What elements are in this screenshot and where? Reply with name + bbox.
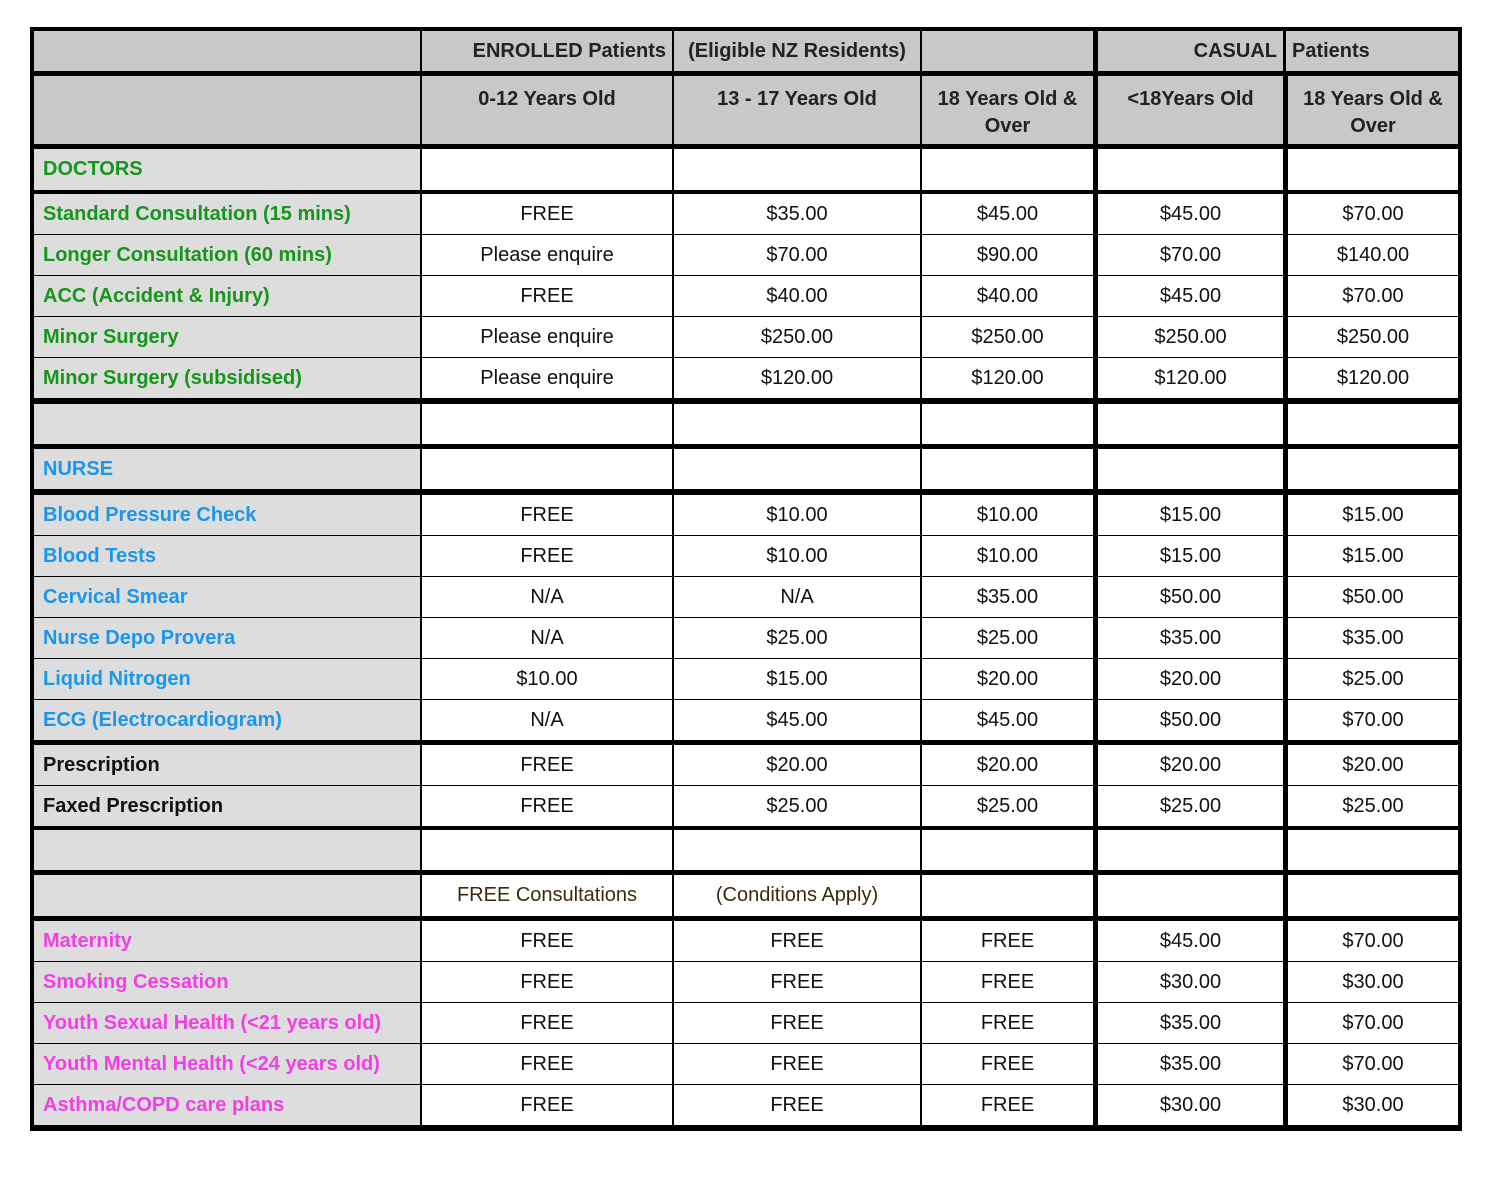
empty-cell (1098, 449, 1283, 489)
price-cell: FREE (422, 1044, 672, 1084)
price-cell: FREE (674, 1003, 920, 1043)
row-label: Faxed Prescription (34, 786, 420, 826)
price-cell: $250.00 (922, 317, 1093, 357)
price-cell: $120.00 (1288, 358, 1458, 398)
price-cell: FREE (922, 962, 1093, 1002)
column-header: 13 - 17 Years Old (674, 76, 920, 144)
column-header: 18 Years Old & Over (922, 76, 1093, 144)
price-cell: FREE (674, 1044, 920, 1084)
price-cell: $20.00 (1098, 745, 1283, 785)
price-cell: FREE (422, 495, 672, 535)
empty-cell (1098, 875, 1283, 916)
price-cell: $70.00 (1288, 1003, 1458, 1043)
price-cell: $40.00 (674, 276, 920, 316)
row-label: Longer Consultation (60 mins) (34, 235, 420, 275)
price-cell: $25.00 (922, 618, 1093, 658)
price-cell: $15.00 (1098, 495, 1283, 535)
casual-note: Patients (1286, 31, 1458, 71)
row-label: Minor Surgery (subsidised) (34, 358, 420, 398)
column-header: 18 Years Old & Over (1288, 76, 1458, 144)
empty-cell (922, 830, 1093, 870)
price-cell: $70.00 (1288, 921, 1458, 961)
price-cell: $10.00 (422, 659, 672, 699)
price-cell: $70.00 (1288, 700, 1458, 740)
empty-cell (422, 830, 672, 870)
price-cell: $25.00 (1098, 786, 1283, 826)
price-cell: Please enquire (422, 235, 672, 275)
price-cell: $10.00 (674, 536, 920, 576)
price-cell: $20.00 (922, 745, 1093, 785)
empty-cell (674, 404, 920, 444)
row-label: Asthma/COPD care plans (34, 1085, 420, 1125)
row-label: Minor Surgery (34, 317, 420, 357)
price-cell: $35.00 (1098, 1003, 1283, 1043)
empty-cell (1288, 449, 1458, 489)
price-cell: $120.00 (674, 358, 920, 398)
price-cell: $10.00 (922, 536, 1093, 576)
empty-cell (1288, 149, 1458, 190)
price-cell: N/A (674, 577, 920, 617)
spacer-label-cell (34, 404, 420, 444)
spacer-label-cell (34, 830, 420, 870)
row-label: Prescription (34, 745, 420, 785)
price-cell: $25.00 (922, 786, 1093, 826)
price-cell: $45.00 (1098, 194, 1283, 234)
price-cell: $45.00 (922, 194, 1093, 234)
free-section-label-cell (34, 875, 420, 916)
row-label: Cervical Smear (34, 577, 420, 617)
price-cell: N/A (422, 618, 672, 658)
empty-cell (674, 449, 920, 489)
price-cell: $50.00 (1098, 577, 1283, 617)
header-blank-top (922, 31, 1093, 71)
section-nurse: NURSE (34, 449, 420, 489)
price-cell: $30.00 (1288, 962, 1458, 1002)
price-cell: $40.00 (922, 276, 1093, 316)
price-cell: $120.00 (922, 358, 1093, 398)
price-cell: $15.00 (1288, 536, 1458, 576)
price-cell: FREE (922, 1085, 1093, 1125)
price-cell: $10.00 (674, 495, 920, 535)
conditions-apply-note: (Conditions Apply) (674, 875, 920, 916)
empty-cell (674, 149, 920, 190)
price-cell: $25.00 (1288, 659, 1458, 699)
empty-cell (674, 830, 920, 870)
empty-cell (422, 149, 672, 190)
price-cell: $25.00 (674, 618, 920, 658)
section-doctors: DOCTORS (34, 149, 420, 190)
price-cell: $50.00 (1098, 700, 1283, 740)
empty-cell (922, 149, 1093, 190)
price-cell: FREE (422, 194, 672, 234)
price-cell: $35.00 (674, 194, 920, 234)
price-cell: $35.00 (1288, 618, 1458, 658)
price-cell: FREE (922, 921, 1093, 961)
price-cell: $250.00 (1098, 317, 1283, 357)
empty-cell (922, 404, 1093, 444)
price-cell: FREE (422, 962, 672, 1002)
price-cell: Please enquire (422, 358, 672, 398)
price-cell: $45.00 (1098, 276, 1283, 316)
empty-cell (922, 449, 1093, 489)
price-cell: FREE (422, 745, 672, 785)
row-label: Nurse Depo Provera (34, 618, 420, 658)
price-cell: $50.00 (1288, 577, 1458, 617)
row-label: ACC (Accident & Injury) (34, 276, 420, 316)
empty-cell (422, 404, 672, 444)
price-cell: $45.00 (674, 700, 920, 740)
price-cell: $45.00 (922, 700, 1093, 740)
empty-cell (1288, 830, 1458, 870)
price-cell: $250.00 (674, 317, 920, 357)
price-cell: $15.00 (1288, 495, 1458, 535)
empty-cell (922, 875, 1093, 916)
row-label: Youth Sexual Health (<21 years old) (34, 1003, 420, 1043)
price-cell: FREE (922, 1003, 1093, 1043)
price-cell: N/A (422, 700, 672, 740)
row-label: Standard Consultation (15 mins) (34, 194, 420, 234)
empty-cell (1098, 149, 1283, 190)
empty-cell (1098, 830, 1283, 870)
row-label: ECG (Electrocardiogram) (34, 700, 420, 740)
price-cell: Please enquire (422, 317, 672, 357)
price-cell: $25.00 (1288, 786, 1458, 826)
column-header: <18Years Old (1098, 76, 1283, 144)
header-corner (34, 76, 420, 144)
row-label: Youth Mental Health (<24 years old) (34, 1044, 420, 1084)
empty-cell (1098, 404, 1283, 444)
row-label: Blood Tests (34, 536, 420, 576)
row-label: Liquid Nitrogen (34, 659, 420, 699)
price-cell: $25.00 (674, 786, 920, 826)
price-cell: $45.00 (1098, 921, 1283, 961)
empty-cell (422, 449, 672, 489)
price-cell: FREE (674, 921, 920, 961)
row-label: Maternity (34, 921, 420, 961)
price-cell: $20.00 (1098, 659, 1283, 699)
price-cell: FREE (422, 1085, 672, 1125)
price-cell: $20.00 (922, 659, 1093, 699)
price-cell: $20.00 (674, 745, 920, 785)
price-cell: $15.00 (674, 659, 920, 699)
price-cell: $10.00 (922, 495, 1093, 535)
enrolled-note: (Eligible NZ Residents) (674, 31, 920, 71)
price-cell: N/A (422, 577, 672, 617)
price-cell: FREE (422, 1003, 672, 1043)
enrolled-title: ENROLLED Patients (422, 31, 672, 71)
fee-table (30, 27, 1462, 1131)
price-cell: $120.00 (1098, 358, 1283, 398)
price-cell: $30.00 (1098, 1085, 1283, 1125)
price-cell: $250.00 (1288, 317, 1458, 357)
price-cell: $30.00 (1098, 962, 1283, 1002)
casual-title: CASUAL (1098, 31, 1283, 71)
price-cell: $140.00 (1288, 235, 1458, 275)
column-header: 0-12 Years Old (422, 76, 672, 144)
price-cell: FREE (674, 1085, 920, 1125)
price-cell: $35.00 (922, 577, 1093, 617)
price-cell: $70.00 (1288, 194, 1458, 234)
price-cell: FREE (422, 536, 672, 576)
price-cell: $30.00 (1288, 1085, 1458, 1125)
price-cell: $90.00 (922, 235, 1093, 275)
price-cell: $35.00 (1098, 618, 1283, 658)
price-cell: FREE (674, 962, 920, 1002)
price-cell: $70.00 (674, 235, 920, 275)
price-cell: $35.00 (1098, 1044, 1283, 1084)
price-cell: FREE (922, 1044, 1093, 1084)
price-cell: FREE (422, 276, 672, 316)
price-cell: $20.00 (1288, 745, 1458, 785)
price-cell: $70.00 (1288, 276, 1458, 316)
price-cell: FREE (422, 786, 672, 826)
price-cell: FREE (422, 921, 672, 961)
price-cell: $70.00 (1098, 235, 1283, 275)
price-cell: $70.00 (1288, 1044, 1458, 1084)
row-label: Smoking Cessation (34, 962, 420, 1002)
empty-cell (1288, 404, 1458, 444)
empty-cell (1288, 875, 1458, 916)
row-label: Blood Pressure Check (34, 495, 420, 535)
price-cell: $15.00 (1098, 536, 1283, 576)
free-consultations-note: FREE Consultations (422, 875, 672, 916)
header-corner-top (34, 31, 420, 71)
